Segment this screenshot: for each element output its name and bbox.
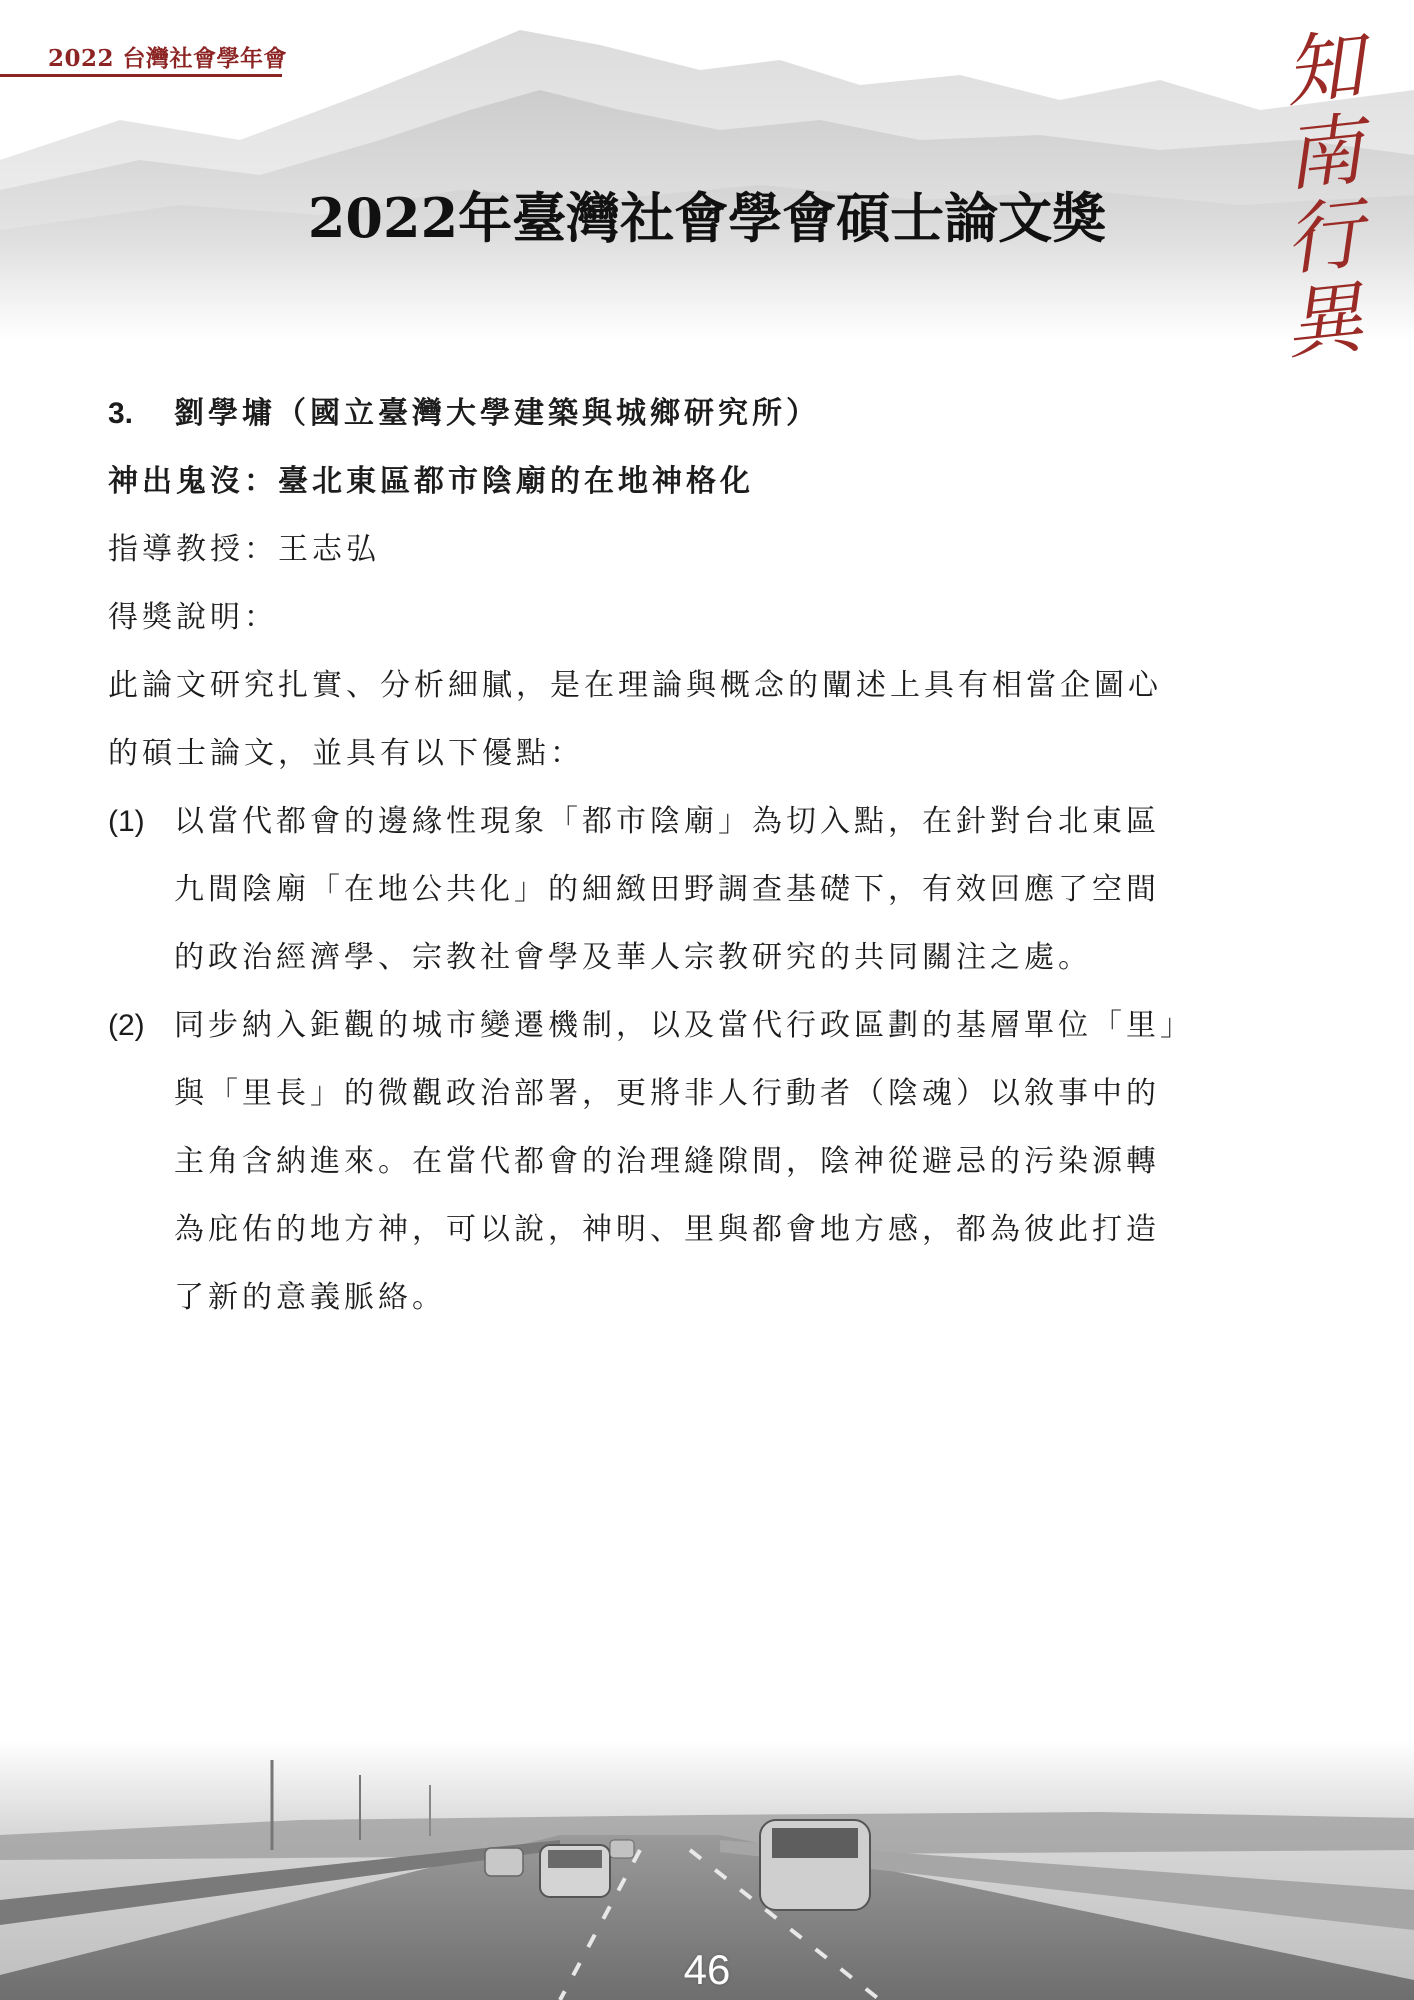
point-line: 同步納入鉅觀的城市變遷機制，以及當代行政區劃的基層單位「里」 [174, 1008, 1194, 1043]
advisor: 指導教授：王志弘 [108, 532, 380, 567]
award-heading: 得獎說明： [108, 600, 278, 635]
award-entry [108, 388, 1308, 1340]
point-line: 以當代都會的邊緣性現象「都市陰廟」為切入點，在針對台北東區 [174, 804, 1160, 839]
calligraphy-char: 異 [1280, 273, 1368, 371]
point-line: 為庇佑的地方神，可以說，神明、里與都會地方感，都為彼此打造 [174, 1212, 1160, 1247]
point-label: (2) [108, 1009, 145, 1042]
merit-point-2 [108, 1000, 1308, 1340]
entry-author-line [108, 388, 1308, 456]
point-line: 的政治經濟學、宗教社會學及華人宗教研究的共同關注之處。 [174, 940, 1092, 975]
intro-line: 此論文研究扎實、分析細膩，是在理論與概念的闡述上具有相當企圖心 [108, 668, 1162, 703]
entry-number: 3. [108, 397, 134, 430]
point-label: (1) [108, 805, 145, 838]
calligraphy-char: 南 [1280, 105, 1368, 203]
point-line: 九間陰廟「在地公共化」的細緻田野調查基礎下，有效回應了空間 [174, 872, 1160, 907]
thesis-title: 神出鬼沒：臺北東區都市陰廟的在地神格化 [108, 464, 754, 499]
merit-point-1 [108, 796, 1308, 1000]
intro-line: 的碩士論文，並具有以下優點： [108, 736, 584, 771]
calligraphy-char: 行 [1280, 189, 1368, 287]
page-number: 46 [683, 1946, 731, 1993]
point-line: 了新的意義脈絡。 [174, 1280, 446, 1315]
page-title: 2022年臺灣社會學會碩士論文獎 [307, 186, 1107, 250]
point-line: 主角含納進來。在當代都會的治理縫隙間，陰神從避忌的污染源轉 [174, 1144, 1160, 1179]
conference-underline [0, 74, 282, 77]
point-line: 與「里長」的微觀政治部署，更將非人行動者（陰魂）以敘事中的 [174, 1076, 1160, 1111]
entry-author: 劉學墉（國立臺灣大學建築與城鄉研究所） [174, 396, 820, 431]
calligraphy-char: 知 [1280, 21, 1368, 119]
conference-label: 2022 台灣社會學年會 [48, 45, 288, 72]
